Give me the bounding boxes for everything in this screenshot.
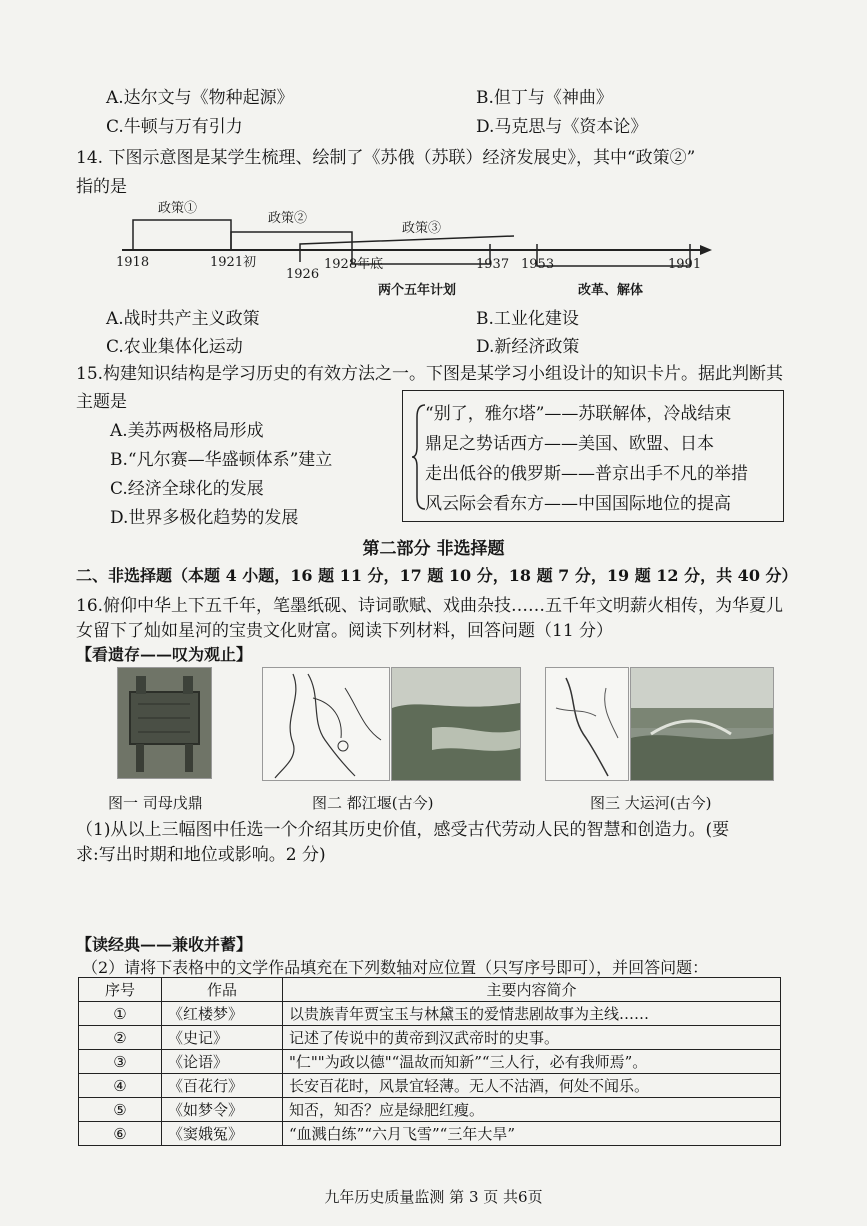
figure-dujiangyan-map [262,667,390,781]
q15-option-c: C.经济全球化的发展 [110,479,264,499]
table-cell-no: ⑤ [79,1098,162,1122]
card-line-3: 走出低谷的俄罗斯——普京出手不凡的举措 [425,464,748,484]
q16-stem-line1: 16.俯仰中华上下五千年，笔墨纸砚、诗词歌赋、戏曲杂技……五千年文明薪火相传，为华夏儿 [76,596,784,616]
q16-sub1-line2: 求:写出时期和地位或影响。2 分) [76,845,326,865]
table-row [79,1122,781,1146]
table-cell-no: ③ [79,1050,162,1074]
timeline-year-1991: 1991 [668,257,702,272]
q16-sub1-line1: （1)从以上三幅图中任选一个介绍其历史价值，感受古代劳动人民的智慧和创造力。(要 [76,820,730,840]
part2-header: 二、非选择题（本题 4 小题，16 题 11 分，17 题 10 分，18 题 7 分，19 题 12 分，共 40 分） [76,566,798,585]
section-relics: 【看遗存——叹为观止】 [76,645,253,664]
table-header-no: 序号 [79,978,162,1002]
q15-stem-line1: 15.构建知识结构是学习历史的有效方法之一。下图是某学习小组设计的知识卡片。据此判断其 [76,364,784,384]
page-footer: 九年历史质量监测 第 3 页 共6页 [324,1188,543,1206]
timeline-year-1937: 1937 [476,257,510,272]
q14-option-b: B.工业化建设 [476,309,579,329]
figure-simuwu-ding [117,667,212,779]
figure-dujiangyan-photo [391,667,521,781]
timeline-year-1921: 1921初 [210,255,257,270]
q15-option-d: D.世界多极化趋势的发展 [110,508,299,528]
caption-figure1: 图一 司母戊鼎 [108,794,203,812]
table-cell-work: 《窦娥冤》 [162,1122,283,1146]
q13-option-a: A.达尔文与《物种起源》 [106,88,294,108]
table-cell-work: 《史记》 [162,1026,283,1050]
timeline-year-1918: 1918 [116,255,150,270]
table-cell-content: 知否，知否？应是绿肥红瘦。 [283,1098,781,1122]
timeline-five-year-label: 两个五年计划 [378,283,457,298]
q14-timeline [0,0,867,310]
literature-table [78,977,781,1146]
timeline-policy1: 政策① [158,201,198,216]
card-line-1: “别了，雅尔塔”——苏联解体，冷战结束 [425,404,732,424]
table-cell-no: ⑥ [79,1122,162,1146]
table-cell-no: ① [79,1002,162,1026]
q16-stem-line2: 女留下了灿如星河的宝贵文化财富。阅读下列材料，回答问题（11 分） [76,621,614,641]
caption-figure3: 图三 大运河(古今) [590,794,712,812]
table-row [79,1098,781,1122]
table-cell-work: 《百花行》 [162,1074,283,1098]
table-row [79,1026,781,1050]
table-row [79,1050,781,1074]
table-cell-work: 《如梦令》 [162,1098,283,1122]
table-cell-content: “血溅白练”“六月飞雪”“三年大旱” [283,1122,781,1146]
table-cell-work: 《红楼梦》 [162,1002,283,1026]
table-cell-work: 《论语》 [162,1050,283,1074]
table-cell-content: "仁""为政以德"“温故而知新”“三人行，必有我师焉”。 [283,1050,781,1074]
timeline-policy2: 政策② [268,211,308,226]
q13-option-c: C.牛顿与万有引力 [106,117,243,137]
table-header-work: 作品 [162,978,283,1002]
q13-option-d: D.马克思与《资本论》 [476,117,648,137]
card-line-2: 鼎足之势话西方——美国、欧盟、日本 [425,434,714,454]
q15-stem-line2: 主题是 [76,392,127,412]
timeline-reform-label: 改革、解体 [578,283,644,298]
table-cell-content: 长安百花时，风景宜轻薄。无人不沽酒，何处不闻乐。 [283,1074,781,1098]
figure-grand-canal-map [545,667,629,781]
section-classics: 【读经典——兼收并蓄】 [76,935,253,954]
q15-option-a: A.美苏两极格局形成 [110,421,264,441]
table-header-content: 主要内容简介 [283,978,781,1002]
q13-option-b: B.但丁与《神曲》 [476,88,613,108]
knowledge-card [402,390,784,522]
caption-figure2: 图二 都江堰(古今) [312,794,434,812]
timeline-year-1926: 1926 [286,267,320,282]
q16-sub2: （2）请将下表格中的文学作品填充在下列数轴对应位置（只写序号即可），并回答问题： [82,958,709,977]
q14-stem-line1: 14. 下图示意图是某学生梳理、绘制了《苏俄（苏联）经济发展史》，其中“政策②” [76,148,696,168]
timeline-year-1953: 1953 [521,257,555,272]
q14-option-c: C.农业集体化运动 [106,337,243,357]
table-cell-content: 记述了传说中的黄帝到汉武帝时的史事。 [283,1026,781,1050]
table-cell-no: ② [79,1026,162,1050]
q14-option-a: A.战时共产主义政策 [106,309,260,329]
table-row [79,1074,781,1098]
table-cell-content: 以贵族青年贾宝玉与林黛玉的爱情悲剧故事为主线…… [283,1002,781,1026]
table-header-row [79,978,781,1002]
timeline-policy3: 政策③ [402,221,442,236]
figure-grand-canal-photo [630,667,774,781]
table-row [79,1002,781,1026]
q14-stem-line2: 指的是 [76,177,127,197]
q15-option-b: B.“凡尔赛—华盛顿体系”建立 [110,450,333,470]
timeline-year-1928: 1928年底 [324,257,384,272]
table-cell-no: ④ [79,1074,162,1098]
q14-option-d: D.新经济政策 [476,337,580,357]
part2-title: 第二部分 非选择题 [362,539,505,559]
card-line-4: 风云际会看东方——中国国际地位的提高 [425,494,731,514]
